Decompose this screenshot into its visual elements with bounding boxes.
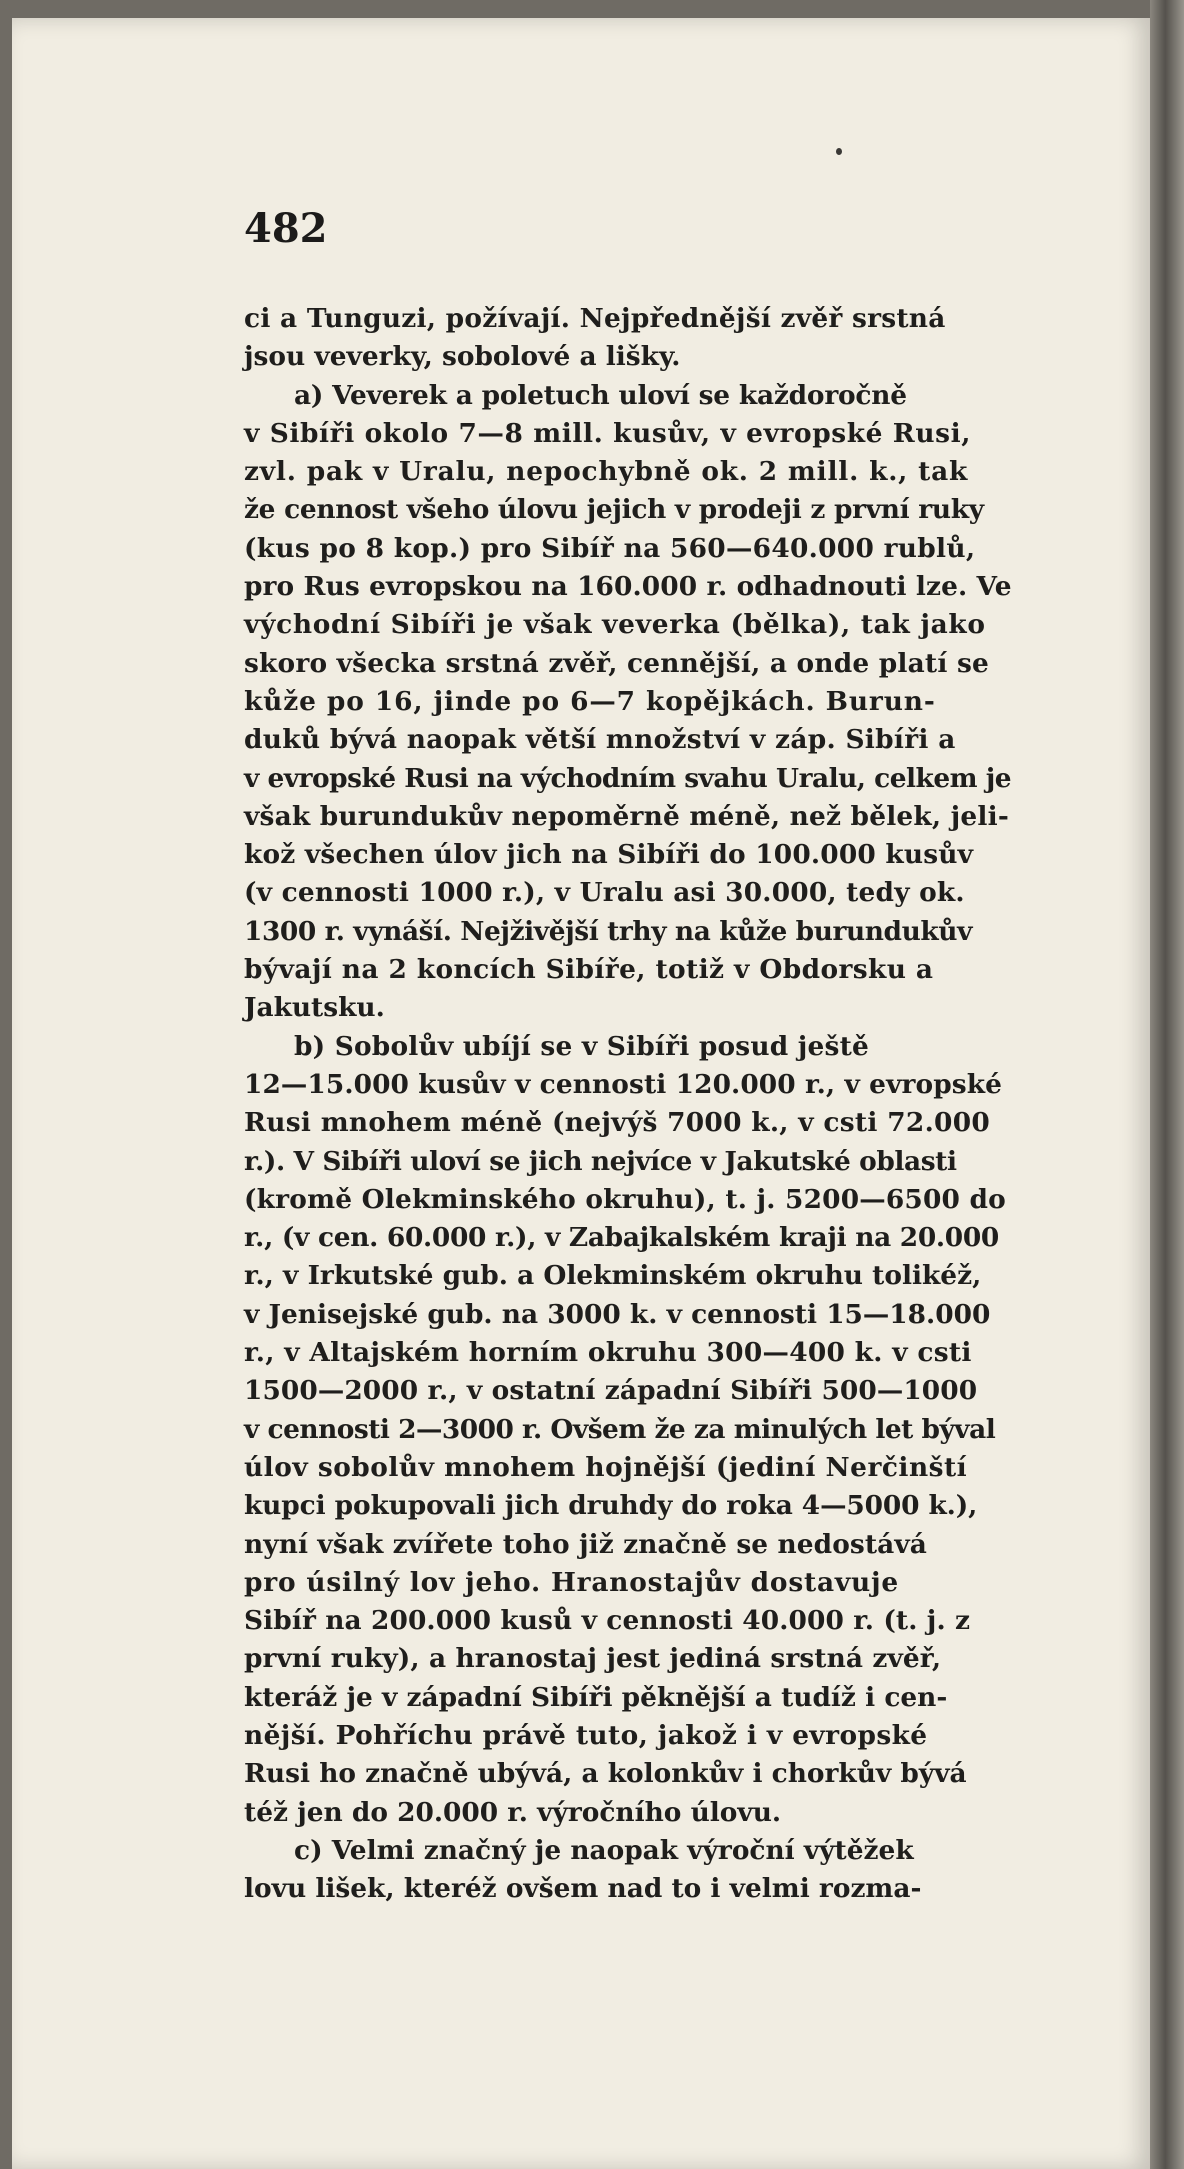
text-line: pro úsilný lov jeho. Hranostajův dostavuje (244, 1566, 899, 1598)
text-line: (kus po 8 kop.) pro Sibíř na 560—640.000 rublů, (244, 532, 976, 564)
text-line: (v cennosti 1000 r.), v Uralu asi 30.000, tedy ok. (244, 877, 965, 909)
text-line: ci a Tunguzi, požívají. Nejpřednější zvěř srstná (244, 303, 946, 334)
text-line: bývají na 2 koncích Sibíře, totiž v Obdorsku a (244, 954, 934, 986)
text-line: úlov sobolův mnohem hojnější (jediní Nerčinští (244, 1451, 968, 1483)
text-line: c) Velmi značný je naopak výroční výtěžek (294, 1834, 914, 1866)
text-line: však burundukův nepoměrně méně, než bělek, jeli- (244, 800, 1010, 832)
text-line: v evropské Rusi na východním svahu Uralu, celkem je (244, 762, 1012, 794)
text-line: r., v Irkutské gub. a Olekminském okruhu tolikéž, (244, 1260, 982, 1292)
text-line: Sibíř na 200.000 kusů v cennosti 40.000 r. (t. j. z (244, 1605, 971, 1637)
ink-speck (836, 148, 842, 155)
text-line: v cennosti 2—3000 r. Ovšem že za minulých let býval (244, 1413, 996, 1445)
text-line: duků bývá naopak větší množství v záp. Sibíři a (244, 724, 956, 756)
text-line: v Sibíři okolo 7—8 mill. kusův, v evropské Rusi, (244, 417, 971, 449)
text-line: 1500—2000 r., v ostatní západní Sibíři 500—1000 (244, 1375, 978, 1407)
text-line: kož všechen úlov jich na Sibíři do 100.000 kusův (244, 839, 974, 871)
text-line: kůže po 16, jinde po 6—7 kopějkách. Burun- (244, 685, 936, 717)
text-line: r., v Altajském horním okruhu 300—400 k. v csti (244, 1337, 972, 1369)
text-line: východní Sibíři je však veverka (bělka), tak jako (244, 609, 986, 641)
text-line: 1300 r. vynáší. Nejživější trhy na kůže burundukův (244, 915, 973, 947)
text-line: kupci pokupovali jich druhdy do roka 4—5000 k.), (244, 1490, 978, 1522)
text-line: 12—15.000 kusův v cennosti 120.000 r., v evropské (244, 1068, 1002, 1100)
text-line: též jen do 20.000 r. výročního úlovu. (244, 1796, 782, 1828)
text-line: zvl. pak v Uralu, nepochybně ok. 2 mill. k., tak (244, 456, 969, 488)
text-line: lovu lišek, kteréž ovšem nad to i velmi rozma- (244, 1873, 922, 1905)
text-line: (kromě Olekminského okruhu), t. j. 5200—6500 do (244, 1183, 1006, 1215)
text-line: kteráž je v západní Sibíři pěknější a tudíž i cen- (244, 1681, 948, 1713)
text-line: že cennost všeho úlovu jejich v prodeji z první ruky (244, 494, 984, 526)
text-line: skoro všecka srstná zvěř, cennější, a onde platí se (244, 647, 989, 679)
text-line: Rusi mnohem méně (nejvýš 7000 k., v csti 72.000 (244, 1107, 991, 1139)
text-line: Jakutsku. (244, 992, 385, 1024)
text-line: a) Veverek a poletuch uloví se každoročně (294, 379, 907, 411)
text-line: nější. Pohříchu právě tuto, jakož i v evropské (244, 1719, 928, 1751)
body-text (244, 300, 1086, 1908)
book-spine-edge (1150, 0, 1184, 2169)
text-line: jsou veverky, sobolové a lišky. (244, 341, 681, 373)
text-line: r., (v cen. 60.000 r.), v Zabajkalském kraji na 20.000 (244, 1222, 999, 1254)
text-line: první ruky), a hranostaj jest jediná srstná zvěř, (244, 1643, 942, 1675)
page-number: 482 (244, 205, 328, 252)
text-line: Rusi ho značně ubývá, a kolonkův i chorkův bývá (244, 1758, 967, 1790)
text-line: nyní však zvířete toho již značně se nedostává (244, 1528, 927, 1560)
text-line: v Jenisejské gub. na 3000 k. v cennosti 15—18.000 (244, 1298, 991, 1330)
text-line: r.). V Sibíři uloví se jich nejvíce v Jakutské oblasti (244, 1145, 957, 1177)
text-line: b) Sobolův ubíjí se v Sibíři posud ještě (294, 1030, 869, 1062)
text-line: pro Rus evropskou na 160.000 r. odhadnouti lze. Ve (244, 571, 1012, 603)
